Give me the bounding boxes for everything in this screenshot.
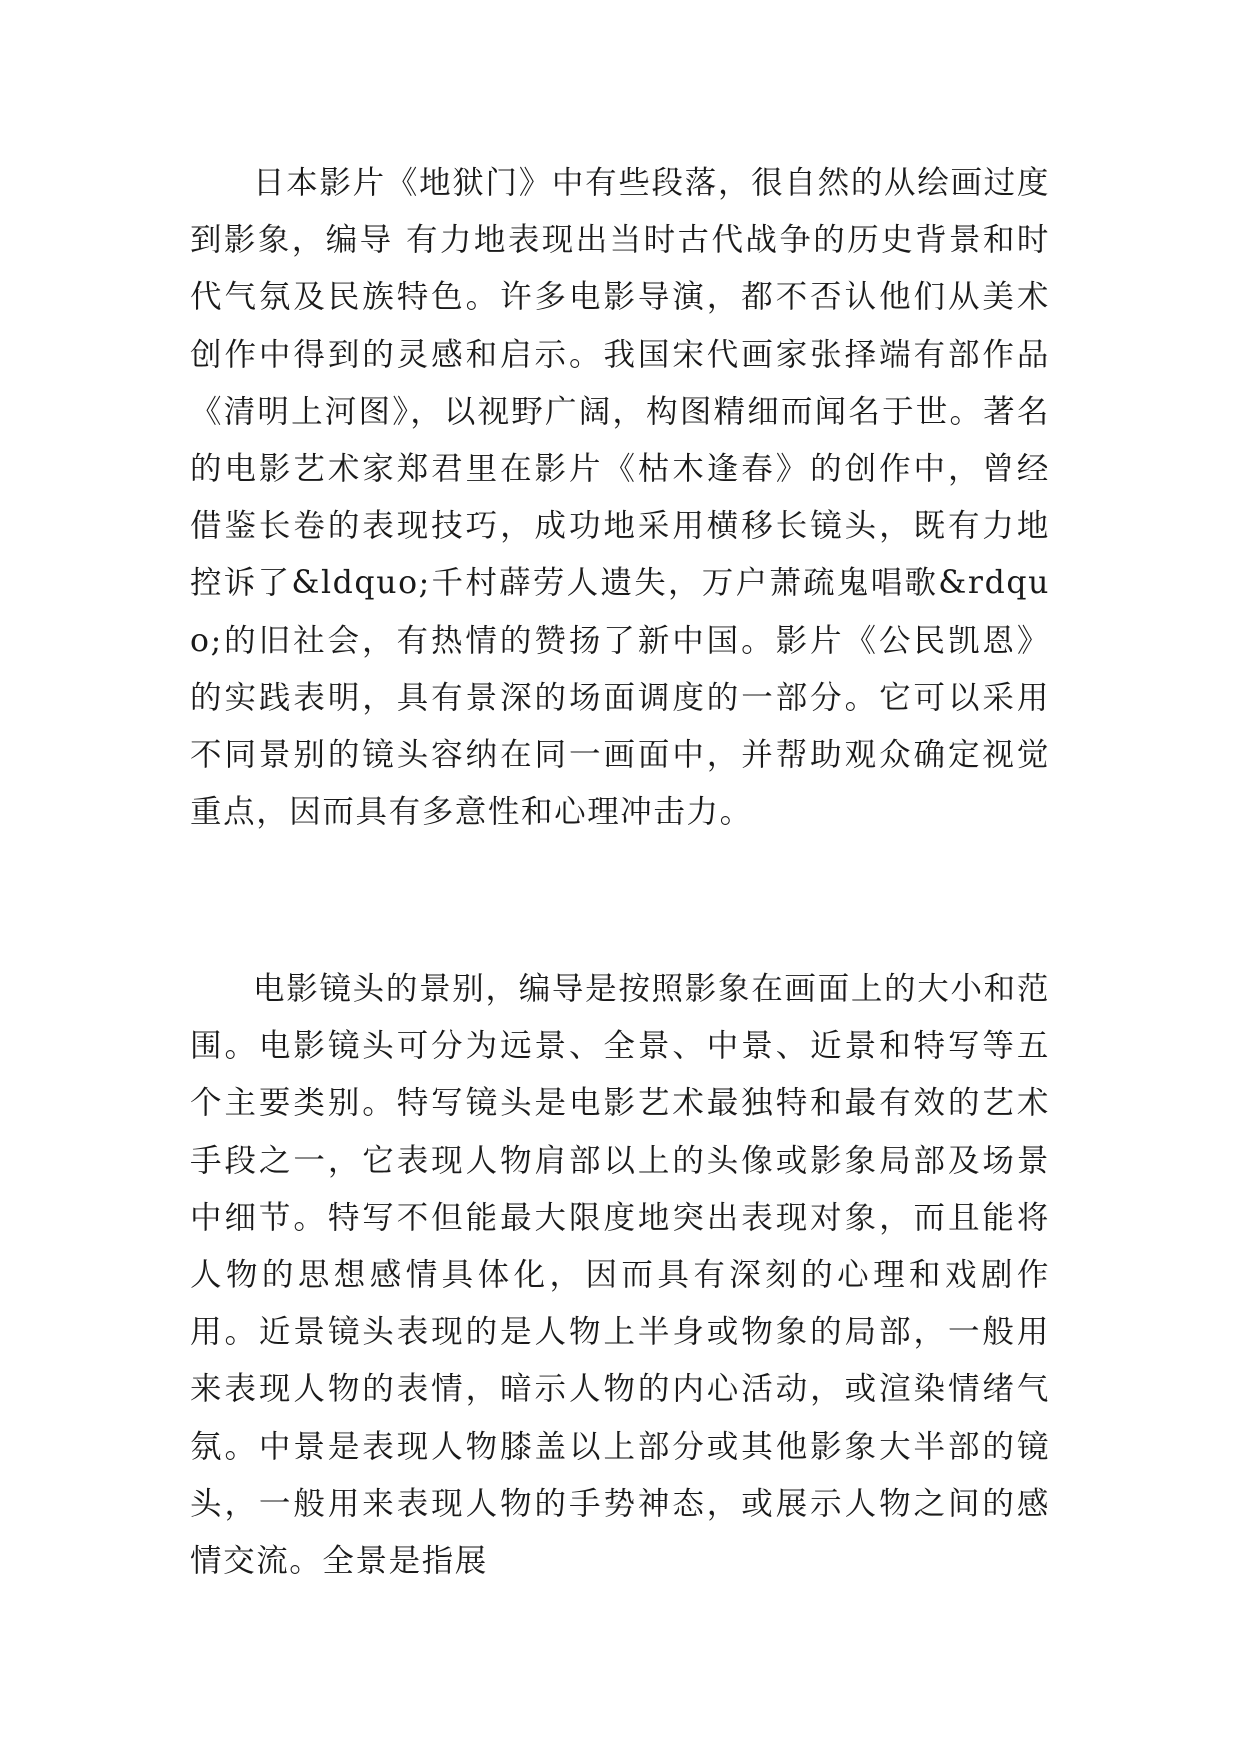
body-paragraph-1: 日本影片《地狱门》中有些段落，很自然的从绘画过度到影象，编导 有力地表现出当时古代战争的历史背景和时代气氛及民族特色。许多电影导演，都不否认他们从美术创作中得到的灵感和启示。我国宋代画家张择端有部作品《清明上河图》，以视野广阔，构图精细而闻名于世。著名的电影艺术家郑君里在影片《枯木逢春》的创作中，曾经借鉴长卷的表现技巧，成功地采用横移长镜头，既有力地控诉了&ldquo;千村薜劳人遗失，万户萧疏鬼唱歌&rdquo;的旧社会，有热情的赞扬了新中国。影片《公民凯恩》的实践表明，具有景深的场面调度的一部分。它可以采用不同景别的镜头容纳在同一画面中，并帮助观众确定视觉重点，因而具有多意性和心理冲击力。 — [190, 165, 1050, 831]
body-paragraph-2: 电影镜头的景别，编导是按照影象在画面上的大小和范围。电影镜头可分为远景、全景、中景、近景和特写等五个主要类别。特写镜头是电影艺术最独特和最有效的艺术手段之一，它表现人物肩部以上的头像或影象局部及场景中细节。特写不但能最大限度地突出表现对象，而且能将人物的思想感情具体化，因而具有深刻的心理和戏剧作用。近景镜头表现的是人物上半身或物象的局部，一般用来表现人物的表情，暗示人物的内心活动，或渲染情绪气氛。中景是表现人物膝盖以上部分或其他影象大半部的镜头，一般用来表现人物的手势神态，或展示人物之间的感情交流。全景是指展 — [190, 971, 1050, 1580]
